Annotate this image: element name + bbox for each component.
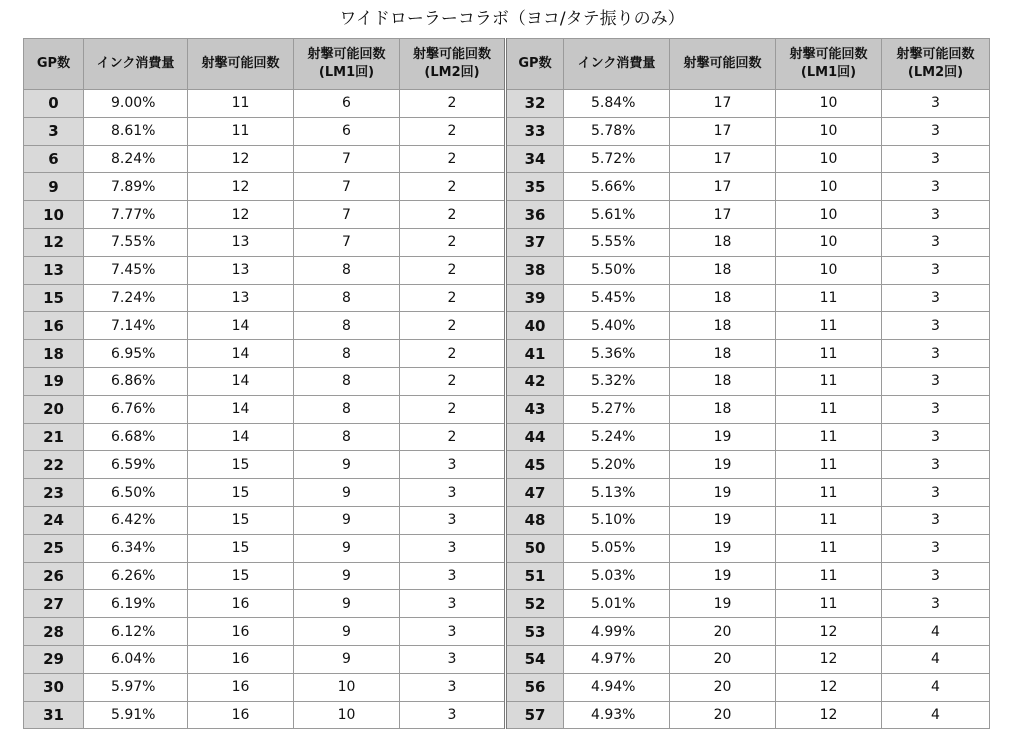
table-row xyxy=(24,340,990,368)
shots-lm2-cell: 3 xyxy=(882,395,990,423)
shots-cell: 17 xyxy=(670,117,776,145)
gp-cell: 3 xyxy=(24,117,84,145)
ink-cell: 5.01% xyxy=(564,590,670,618)
shots-cell: 14 xyxy=(188,367,294,395)
shots-lm2-cell: 3 xyxy=(882,423,990,451)
shots-lm2-cell: 2 xyxy=(400,367,506,395)
shots-lm1-cell: 11 xyxy=(776,367,882,395)
shots-lm1-cell: 7 xyxy=(294,145,400,173)
ink-cell: 5.45% xyxy=(564,284,670,312)
shots-lm1-cell: 6 xyxy=(294,117,400,145)
shots-lm1-cell: 9 xyxy=(294,534,400,562)
ink-cell: 5.78% xyxy=(564,117,670,145)
table-row xyxy=(24,312,990,340)
shots-lm1-cell: 11 xyxy=(776,395,882,423)
gp-cell: 26 xyxy=(24,562,84,590)
shots-cell: 18 xyxy=(670,256,776,284)
shots-lm1-cell: 8 xyxy=(294,423,400,451)
gp-cell: 30 xyxy=(24,673,84,701)
gp-cell: 38 xyxy=(506,256,564,284)
gp-cell: 37 xyxy=(506,228,564,256)
ink-cell: 5.66% xyxy=(564,173,670,201)
shots-cell: 15 xyxy=(188,562,294,590)
ink-cell: 6.76% xyxy=(84,395,188,423)
table-row xyxy=(24,645,990,673)
shots-cell: 11 xyxy=(188,90,294,118)
header-shots-lm2: 射撃可能回数 (LM2回) xyxy=(400,39,506,90)
gp-cell: 9 xyxy=(24,173,84,201)
shots-cell: 15 xyxy=(188,534,294,562)
ink-cell: 5.84% xyxy=(564,90,670,118)
ink-cell: 8.61% xyxy=(84,117,188,145)
shots-lm2-cell: 3 xyxy=(882,228,990,256)
shots-cell: 18 xyxy=(670,395,776,423)
shots-cell: 15 xyxy=(188,451,294,479)
shots-lm1-cell: 6 xyxy=(294,90,400,118)
table-body xyxy=(24,90,990,729)
gp-cell: 21 xyxy=(24,423,84,451)
ink-cell: 6.04% xyxy=(84,645,188,673)
table-row xyxy=(24,395,990,423)
gp-cell: 54 xyxy=(506,645,564,673)
gp-cell: 35 xyxy=(506,173,564,201)
ink-cell: 5.32% xyxy=(564,367,670,395)
shots-cell: 19 xyxy=(670,534,776,562)
shots-lm1-cell: 9 xyxy=(294,451,400,479)
shots-cell: 16 xyxy=(188,590,294,618)
ink-cell: 5.91% xyxy=(84,701,188,729)
shots-cell: 14 xyxy=(188,423,294,451)
table-row xyxy=(24,618,990,646)
shots-lm1-cell: 11 xyxy=(776,479,882,507)
header-shots-lm1: 射撃可能回数 (LM1回) xyxy=(294,39,400,90)
ink-cell: 7.45% xyxy=(84,256,188,284)
ink-cell: 4.93% xyxy=(564,701,670,729)
gp-cell: 43 xyxy=(506,395,564,423)
table-row xyxy=(24,451,990,479)
shots-lm1-cell: 10 xyxy=(776,256,882,284)
shots-lm1-cell: 11 xyxy=(776,312,882,340)
gp-cell: 56 xyxy=(506,673,564,701)
shots-lm1-cell: 11 xyxy=(776,284,882,312)
gp-cell: 18 xyxy=(24,340,84,368)
gp-cell: 16 xyxy=(24,312,84,340)
gp-cell: 34 xyxy=(506,145,564,173)
gp-cell: 23 xyxy=(24,479,84,507)
header-shots-lm2: 射撃可能回数 (LM2回) xyxy=(882,39,990,90)
ink-cell: 7.77% xyxy=(84,201,188,229)
shots-lm1-cell: 8 xyxy=(294,340,400,368)
shots-lm2-cell: 3 xyxy=(882,534,990,562)
ink-cell: 7.89% xyxy=(84,173,188,201)
shots-lm1-cell: 10 xyxy=(294,673,400,701)
gp-cell: 6 xyxy=(24,145,84,173)
shots-lm2-cell: 2 xyxy=(400,173,506,201)
ink-cell: 6.34% xyxy=(84,534,188,562)
gp-cell: 44 xyxy=(506,423,564,451)
shots-lm1-cell: 11 xyxy=(776,423,882,451)
shots-lm1-cell: 7 xyxy=(294,228,400,256)
page-title: ワイドローラーコラボ（ヨコ/タテ振りのみ） xyxy=(339,9,685,29)
shots-lm2-cell: 3 xyxy=(400,534,506,562)
shots-lm2-cell: 2 xyxy=(400,90,506,118)
shots-cell: 13 xyxy=(188,228,294,256)
header-ink: インク消費量 xyxy=(564,39,670,90)
gp-cell: 40 xyxy=(506,312,564,340)
gp-cell: 12 xyxy=(24,228,84,256)
ink-cell: 4.97% xyxy=(564,645,670,673)
shots-lm1-cell: 10 xyxy=(776,173,882,201)
ink-cell: 6.19% xyxy=(84,590,188,618)
shots-lm2-cell: 4 xyxy=(882,645,990,673)
shots-cell: 20 xyxy=(670,645,776,673)
gp-cell: 39 xyxy=(506,284,564,312)
shots-lm2-cell: 3 xyxy=(882,479,990,507)
ink-cell: 5.13% xyxy=(564,479,670,507)
gp-ink-table xyxy=(23,38,990,729)
shots-lm2-cell: 3 xyxy=(882,590,990,618)
shots-lm1-cell: 11 xyxy=(776,534,882,562)
shots-lm1-cell: 12 xyxy=(776,701,882,729)
gp-cell: 50 xyxy=(506,534,564,562)
shots-lm2-cell: 3 xyxy=(400,562,506,590)
shots-lm2-cell: 3 xyxy=(882,562,990,590)
table-row xyxy=(24,173,990,201)
shots-cell: 18 xyxy=(670,228,776,256)
header-gp: GP数 xyxy=(506,39,564,90)
shots-cell: 17 xyxy=(670,173,776,201)
table-row xyxy=(24,367,990,395)
ink-cell: 5.10% xyxy=(564,506,670,534)
ink-cell: 6.42% xyxy=(84,506,188,534)
gp-cell: 47 xyxy=(506,479,564,507)
ink-cell: 6.95% xyxy=(84,340,188,368)
shots-lm1-cell: 7 xyxy=(294,173,400,201)
shots-lm1-cell: 9 xyxy=(294,562,400,590)
header-shots: 射撃可能回数 xyxy=(188,39,294,90)
shots-cell: 19 xyxy=(670,590,776,618)
shots-cell: 16 xyxy=(188,618,294,646)
table-row xyxy=(24,145,990,173)
shots-lm2-cell: 3 xyxy=(400,701,506,729)
shots-lm1-cell: 11 xyxy=(776,562,882,590)
shots-cell: 12 xyxy=(188,201,294,229)
shots-lm1-cell: 9 xyxy=(294,506,400,534)
gp-cell: 42 xyxy=(506,367,564,395)
shots-lm1-cell: 9 xyxy=(294,479,400,507)
header-shots: 射撃可能回数 xyxy=(670,39,776,90)
shots-lm2-cell: 3 xyxy=(882,340,990,368)
shots-cell: 19 xyxy=(670,562,776,590)
shots-cell: 12 xyxy=(188,173,294,201)
ink-cell: 5.40% xyxy=(564,312,670,340)
shots-lm2-cell: 3 xyxy=(400,590,506,618)
shots-cell: 14 xyxy=(188,395,294,423)
shots-lm2-cell: 3 xyxy=(882,312,990,340)
header-shots-lm1: 射撃可能回数 (LM1回) xyxy=(776,39,882,90)
shots-lm2-cell: 2 xyxy=(400,201,506,229)
shots-lm2-cell: 3 xyxy=(400,506,506,534)
ink-cell: 6.26% xyxy=(84,562,188,590)
shots-lm1-cell: 11 xyxy=(776,451,882,479)
shots-lm2-cell: 3 xyxy=(400,451,506,479)
shots-lm2-cell: 3 xyxy=(400,645,506,673)
shots-lm2-cell: 2 xyxy=(400,256,506,284)
shots-lm2-cell: 2 xyxy=(400,228,506,256)
shots-cell: 18 xyxy=(670,284,776,312)
shots-lm1-cell: 9 xyxy=(294,590,400,618)
gp-cell: 31 xyxy=(24,701,84,729)
table-row xyxy=(24,506,990,534)
table-row xyxy=(24,256,990,284)
table-row xyxy=(24,479,990,507)
shots-cell: 20 xyxy=(670,701,776,729)
shots-lm2-cell: 3 xyxy=(882,117,990,145)
shots-cell: 20 xyxy=(670,618,776,646)
shots-lm1-cell: 12 xyxy=(776,645,882,673)
ink-cell: 5.03% xyxy=(564,562,670,590)
shots-lm2-cell: 3 xyxy=(882,173,990,201)
shots-cell: 20 xyxy=(670,673,776,701)
shots-lm2-cell: 2 xyxy=(400,117,506,145)
ink-cell: 6.68% xyxy=(84,423,188,451)
gp-cell: 22 xyxy=(24,451,84,479)
gp-cell: 48 xyxy=(506,506,564,534)
shots-lm1-cell: 12 xyxy=(776,618,882,646)
shots-cell: 11 xyxy=(188,117,294,145)
shots-lm1-cell: 10 xyxy=(294,701,400,729)
shots-cell: 19 xyxy=(670,423,776,451)
gp-cell: 15 xyxy=(24,284,84,312)
ink-cell: 6.86% xyxy=(84,367,188,395)
gp-cell: 33 xyxy=(506,117,564,145)
shots-lm2-cell: 4 xyxy=(882,701,990,729)
ink-cell: 8.24% xyxy=(84,145,188,173)
gp-cell: 19 xyxy=(24,367,84,395)
shots-lm1-cell: 9 xyxy=(294,618,400,646)
shots-lm2-cell: 2 xyxy=(400,284,506,312)
gp-cell: 53 xyxy=(506,618,564,646)
table-row xyxy=(24,228,990,256)
ink-cell: 7.55% xyxy=(84,228,188,256)
shots-lm1-cell: 8 xyxy=(294,395,400,423)
shots-lm2-cell: 3 xyxy=(400,479,506,507)
ink-cell: 5.24% xyxy=(564,423,670,451)
gp-cell: 0 xyxy=(24,90,84,118)
shots-lm2-cell: 3 xyxy=(882,90,990,118)
shots-lm2-cell: 4 xyxy=(882,618,990,646)
ink-cell: 5.36% xyxy=(564,340,670,368)
ink-cell: 4.94% xyxy=(564,673,670,701)
gp-cell: 45 xyxy=(506,451,564,479)
shots-cell: 14 xyxy=(188,312,294,340)
table-row xyxy=(24,284,990,312)
ink-cell: 7.14% xyxy=(84,312,188,340)
shots-lm2-cell: 3 xyxy=(400,673,506,701)
ink-cell: 5.97% xyxy=(84,673,188,701)
shots-lm2-cell: 3 xyxy=(882,451,990,479)
shots-cell: 16 xyxy=(188,645,294,673)
header-row xyxy=(24,39,990,90)
gp-cell: 27 xyxy=(24,590,84,618)
shots-cell: 15 xyxy=(188,506,294,534)
ink-cell: 6.12% xyxy=(84,618,188,646)
shots-lm2-cell: 2 xyxy=(400,312,506,340)
ink-cell: 5.20% xyxy=(564,451,670,479)
shots-cell: 18 xyxy=(670,367,776,395)
shots-lm2-cell: 2 xyxy=(400,423,506,451)
gp-cell: 41 xyxy=(506,340,564,368)
shots-lm2-cell: 2 xyxy=(400,395,506,423)
shots-lm1-cell: 10 xyxy=(776,201,882,229)
shots-lm1-cell: 8 xyxy=(294,367,400,395)
shots-lm2-cell: 3 xyxy=(882,367,990,395)
shots-cell: 19 xyxy=(670,451,776,479)
shots-cell: 17 xyxy=(670,145,776,173)
table-row xyxy=(24,562,990,590)
gp-cell: 51 xyxy=(506,562,564,590)
gp-cell: 32 xyxy=(506,90,564,118)
shots-cell: 17 xyxy=(670,90,776,118)
shots-lm2-cell: 3 xyxy=(400,618,506,646)
shots-cell: 18 xyxy=(670,312,776,340)
shots-lm2-cell: 3 xyxy=(882,506,990,534)
gp-cell: 13 xyxy=(24,256,84,284)
ink-cell: 5.05% xyxy=(564,534,670,562)
shots-cell: 12 xyxy=(188,145,294,173)
shots-lm1-cell: 10 xyxy=(776,228,882,256)
gp-cell: 36 xyxy=(506,201,564,229)
shots-cell: 17 xyxy=(670,201,776,229)
gp-cell: 10 xyxy=(24,201,84,229)
gp-cell: 52 xyxy=(506,590,564,618)
ink-cell: 5.61% xyxy=(564,201,670,229)
shots-cell: 19 xyxy=(670,479,776,507)
shots-lm1-cell: 9 xyxy=(294,645,400,673)
table-row xyxy=(24,590,990,618)
shots-cell: 13 xyxy=(188,284,294,312)
shots-cell: 15 xyxy=(188,479,294,507)
ink-cell: 7.24% xyxy=(84,284,188,312)
table-row xyxy=(24,534,990,562)
shots-cell: 19 xyxy=(670,506,776,534)
shots-lm1-cell: 11 xyxy=(776,340,882,368)
ink-cell: 9.00% xyxy=(84,90,188,118)
gp-cell: 24 xyxy=(24,506,84,534)
shots-cell: 13 xyxy=(188,256,294,284)
ink-cell: 5.55% xyxy=(564,228,670,256)
shots-lm1-cell: 8 xyxy=(294,312,400,340)
shots-lm1-cell: 11 xyxy=(776,590,882,618)
shots-lm1-cell: 8 xyxy=(294,256,400,284)
ink-cell: 5.72% xyxy=(564,145,670,173)
shots-lm2-cell: 2 xyxy=(400,340,506,368)
shots-lm1-cell: 10 xyxy=(776,90,882,118)
ink-cell: 5.27% xyxy=(564,395,670,423)
shots-lm2-cell: 3 xyxy=(882,201,990,229)
header-ink: インク消費量 xyxy=(84,39,188,90)
shots-cell: 14 xyxy=(188,340,294,368)
shots-cell: 16 xyxy=(188,673,294,701)
shots-cell: 16 xyxy=(188,701,294,729)
table-row xyxy=(24,673,990,701)
shots-lm2-cell: 3 xyxy=(882,145,990,173)
table-row xyxy=(24,90,990,118)
shots-lm2-cell: 4 xyxy=(882,673,990,701)
table-row xyxy=(24,117,990,145)
gp-cell: 57 xyxy=(506,701,564,729)
shots-lm2-cell: 3 xyxy=(882,256,990,284)
header-gp: GP数 xyxy=(24,39,84,90)
shots-lm1-cell: 8 xyxy=(294,284,400,312)
shots-lm1-cell: 10 xyxy=(776,145,882,173)
table-row xyxy=(24,201,990,229)
shots-lm1-cell: 11 xyxy=(776,506,882,534)
ink-cell: 4.99% xyxy=(564,618,670,646)
shots-cell: 18 xyxy=(670,340,776,368)
gp-cell: 28 xyxy=(24,618,84,646)
gp-cell: 29 xyxy=(24,645,84,673)
shots-lm2-cell: 2 xyxy=(400,145,506,173)
shots-lm1-cell: 10 xyxy=(776,117,882,145)
table-row xyxy=(24,423,990,451)
shots-lm1-cell: 12 xyxy=(776,673,882,701)
shots-lm1-cell: 7 xyxy=(294,201,400,229)
gp-cell: 20 xyxy=(24,395,84,423)
ink-cell: 5.50% xyxy=(564,256,670,284)
shots-lm2-cell: 3 xyxy=(882,284,990,312)
ink-cell: 6.59% xyxy=(84,451,188,479)
ink-cell: 6.50% xyxy=(84,479,188,507)
gp-cell: 25 xyxy=(24,534,84,562)
table-row xyxy=(24,701,990,729)
